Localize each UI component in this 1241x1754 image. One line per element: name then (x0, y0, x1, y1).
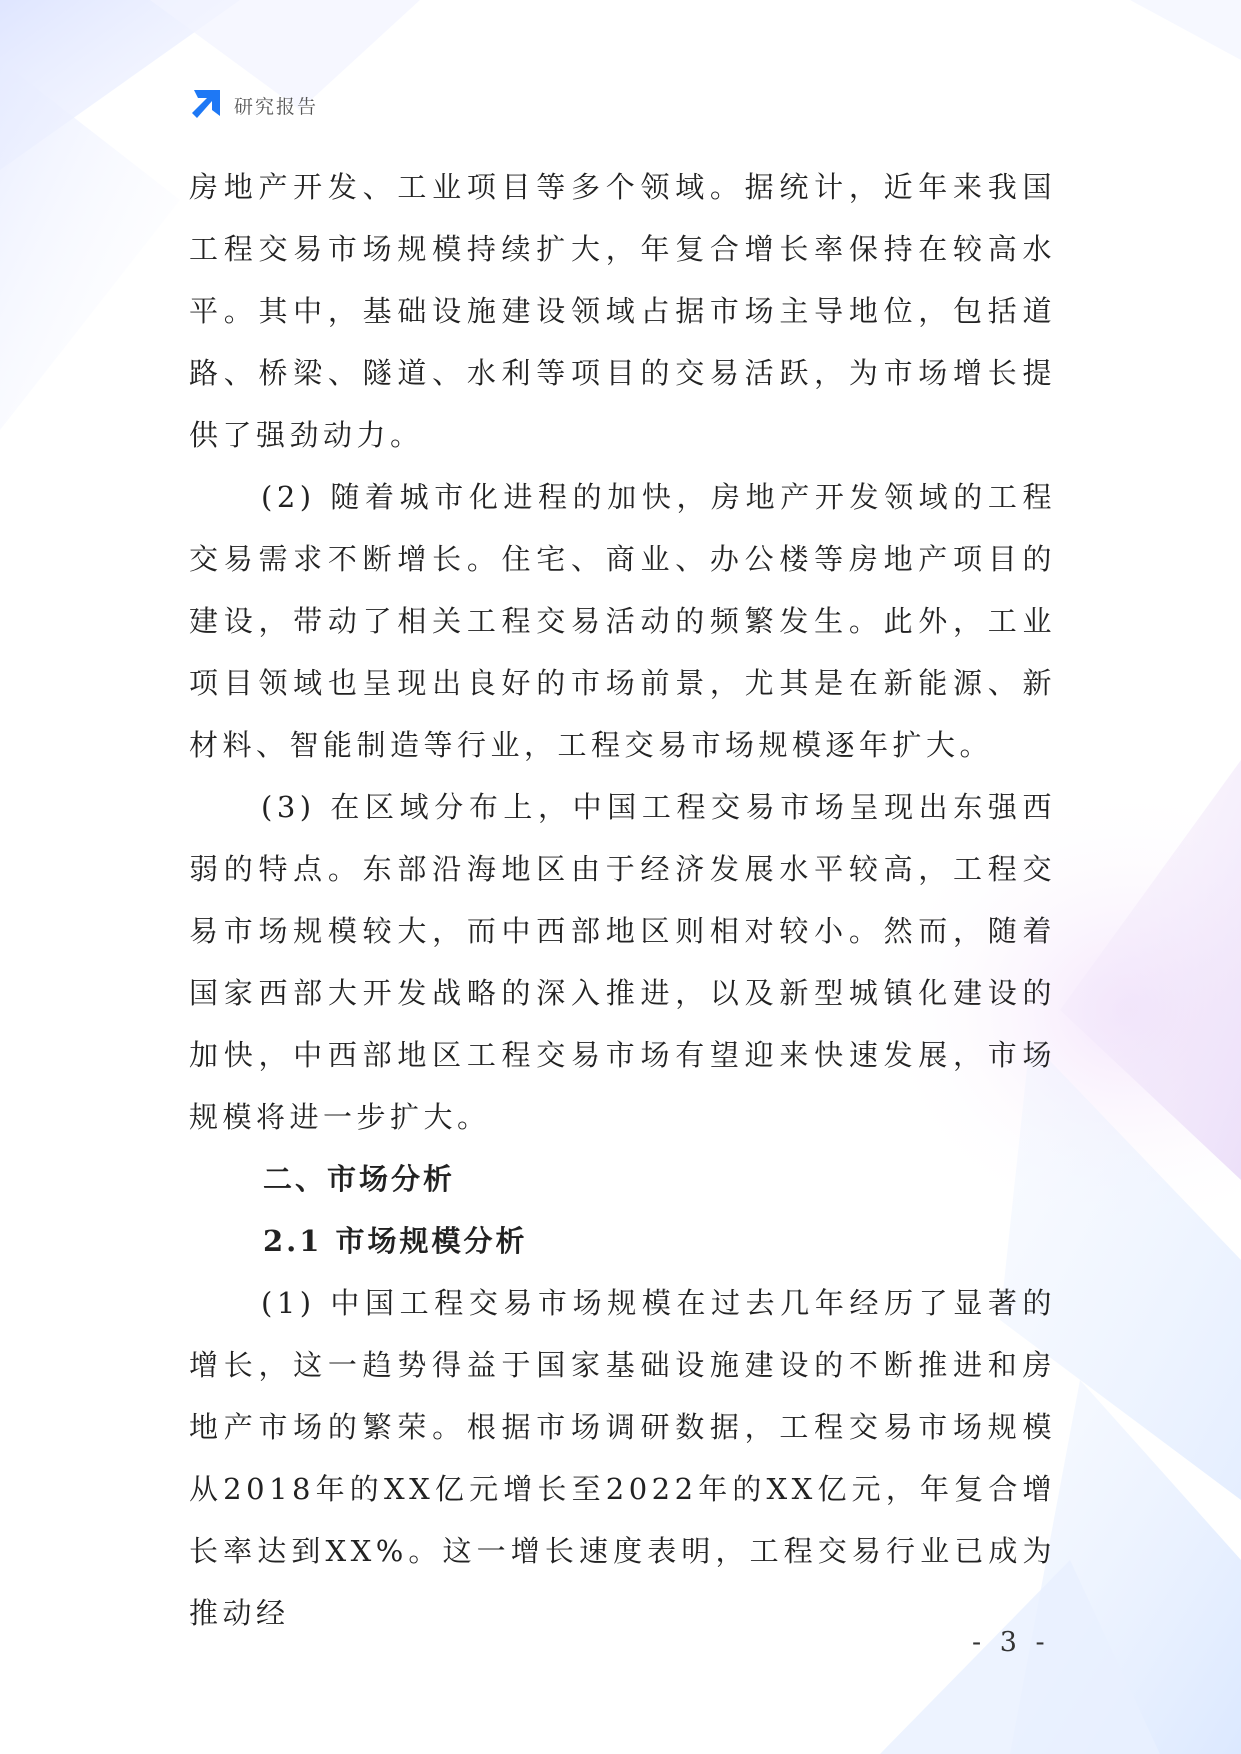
page-number: - 3 - (972, 1627, 1050, 1658)
report-header (188, 88, 318, 122)
paragraph-4: (1) 中国工程交易市场规模在过去几年经历了显著的增长，这一趋势得益于国家基础设施建设的不断推进和房地产市场的繁荣。根据市场调研数据，工程交易市场规模从2018年的XX亿元增长至2022年的XX亿元，年复合增长率达到XX%。这一增长速度表明，工程交易行业已成为推动经 (189, 1286, 1056, 1630)
subsection-heading: 2.1 市场规模分析 (263, 1224, 528, 1258)
paragraph-2: (2) 随着城市化进程的加快，房地产开发领域的工程交易需求不断增长。住宅、商业、办公楼等房地产项目的建设，带动了相关工程交易活动的频繁发生。此外，工业项目领域也呈现出良好的市场前景，尤其是在新能源、新材料、智能制造等行业，工程交易市场规模逐年扩大。 (189, 480, 1056, 762)
paragraph-1: 房地产开发、工业项目等多个领域。据统计，近年来我国工程交易市场规模持续扩大，年复合增长率保持在较高水平。其中，基础设施建设领域占据市场主导地位，包括道路、桥梁、隧道、水利等项目的交易活跃，为市场增长提供了强劲动力。 (189, 170, 1056, 452)
report-header-label: 研究报告 (234, 95, 319, 118)
paragraph-3: (3) 在区域分布上，中国工程交易市场呈现出东强西弱的特点。东部沿海地区由于经济发展水平较高，工程交易市场规模较大，而中西部地区则相对较小。然而，随着国家西部大开发战略的深入推进，以及新型城镇化建设的加快，中西部地区工程交易市场有望迎来快速发展，市场规模将进一步扩大。 (189, 790, 1056, 1134)
section-heading: 二、市场分析 (263, 1162, 456, 1196)
document-body (189, 156, 1056, 1644)
arrow-up-right-icon (188, 88, 222, 122)
